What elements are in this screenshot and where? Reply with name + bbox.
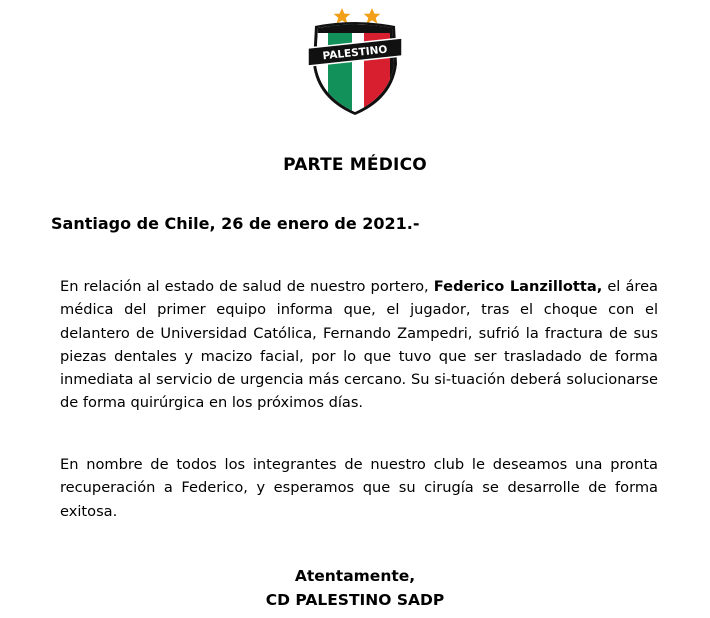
paragraph-medical-report xyxy=(60,275,658,415)
paragraph-wishes: En nombre de todos los integrantes de nuestro club le deseamos una pronta recuperación a Federico, y esperamos que su cirugía se desarrolle de forma exitosa. xyxy=(60,456,658,520)
paragraph-body: el área médica del primer equipo informa que, el jugador, tras el choque con el delantero de Universidad Católica, Fernando Zampedri, sufrió la fractura de sus piezas dentales y macizo facial, por lo que tuvo que ser trasladado de forma inmediata al servicio de urgencia más cercano. Su si-tuación deberá solucionarse de forma quirúrgica en los próximos días. xyxy=(60,278,658,412)
paragraph-intro: En relación al estado de salud de nuestro portero, xyxy=(60,278,434,295)
right-star-icon xyxy=(364,8,381,24)
banner-text: PALESTINO xyxy=(322,43,388,63)
date-line: Santiago de Chile, 26 de enero de 2021.- xyxy=(51,214,420,233)
document-title: PARTE MÉDICO xyxy=(283,155,427,175)
player-name: Federico Lanzillotta, xyxy=(433,278,603,295)
closing-salutation: Atentamente, xyxy=(294,567,416,585)
club-signature: CD PALESTINO SADP xyxy=(265,591,445,609)
left-star-icon xyxy=(334,8,351,24)
palestino-crest-logo xyxy=(304,6,406,116)
